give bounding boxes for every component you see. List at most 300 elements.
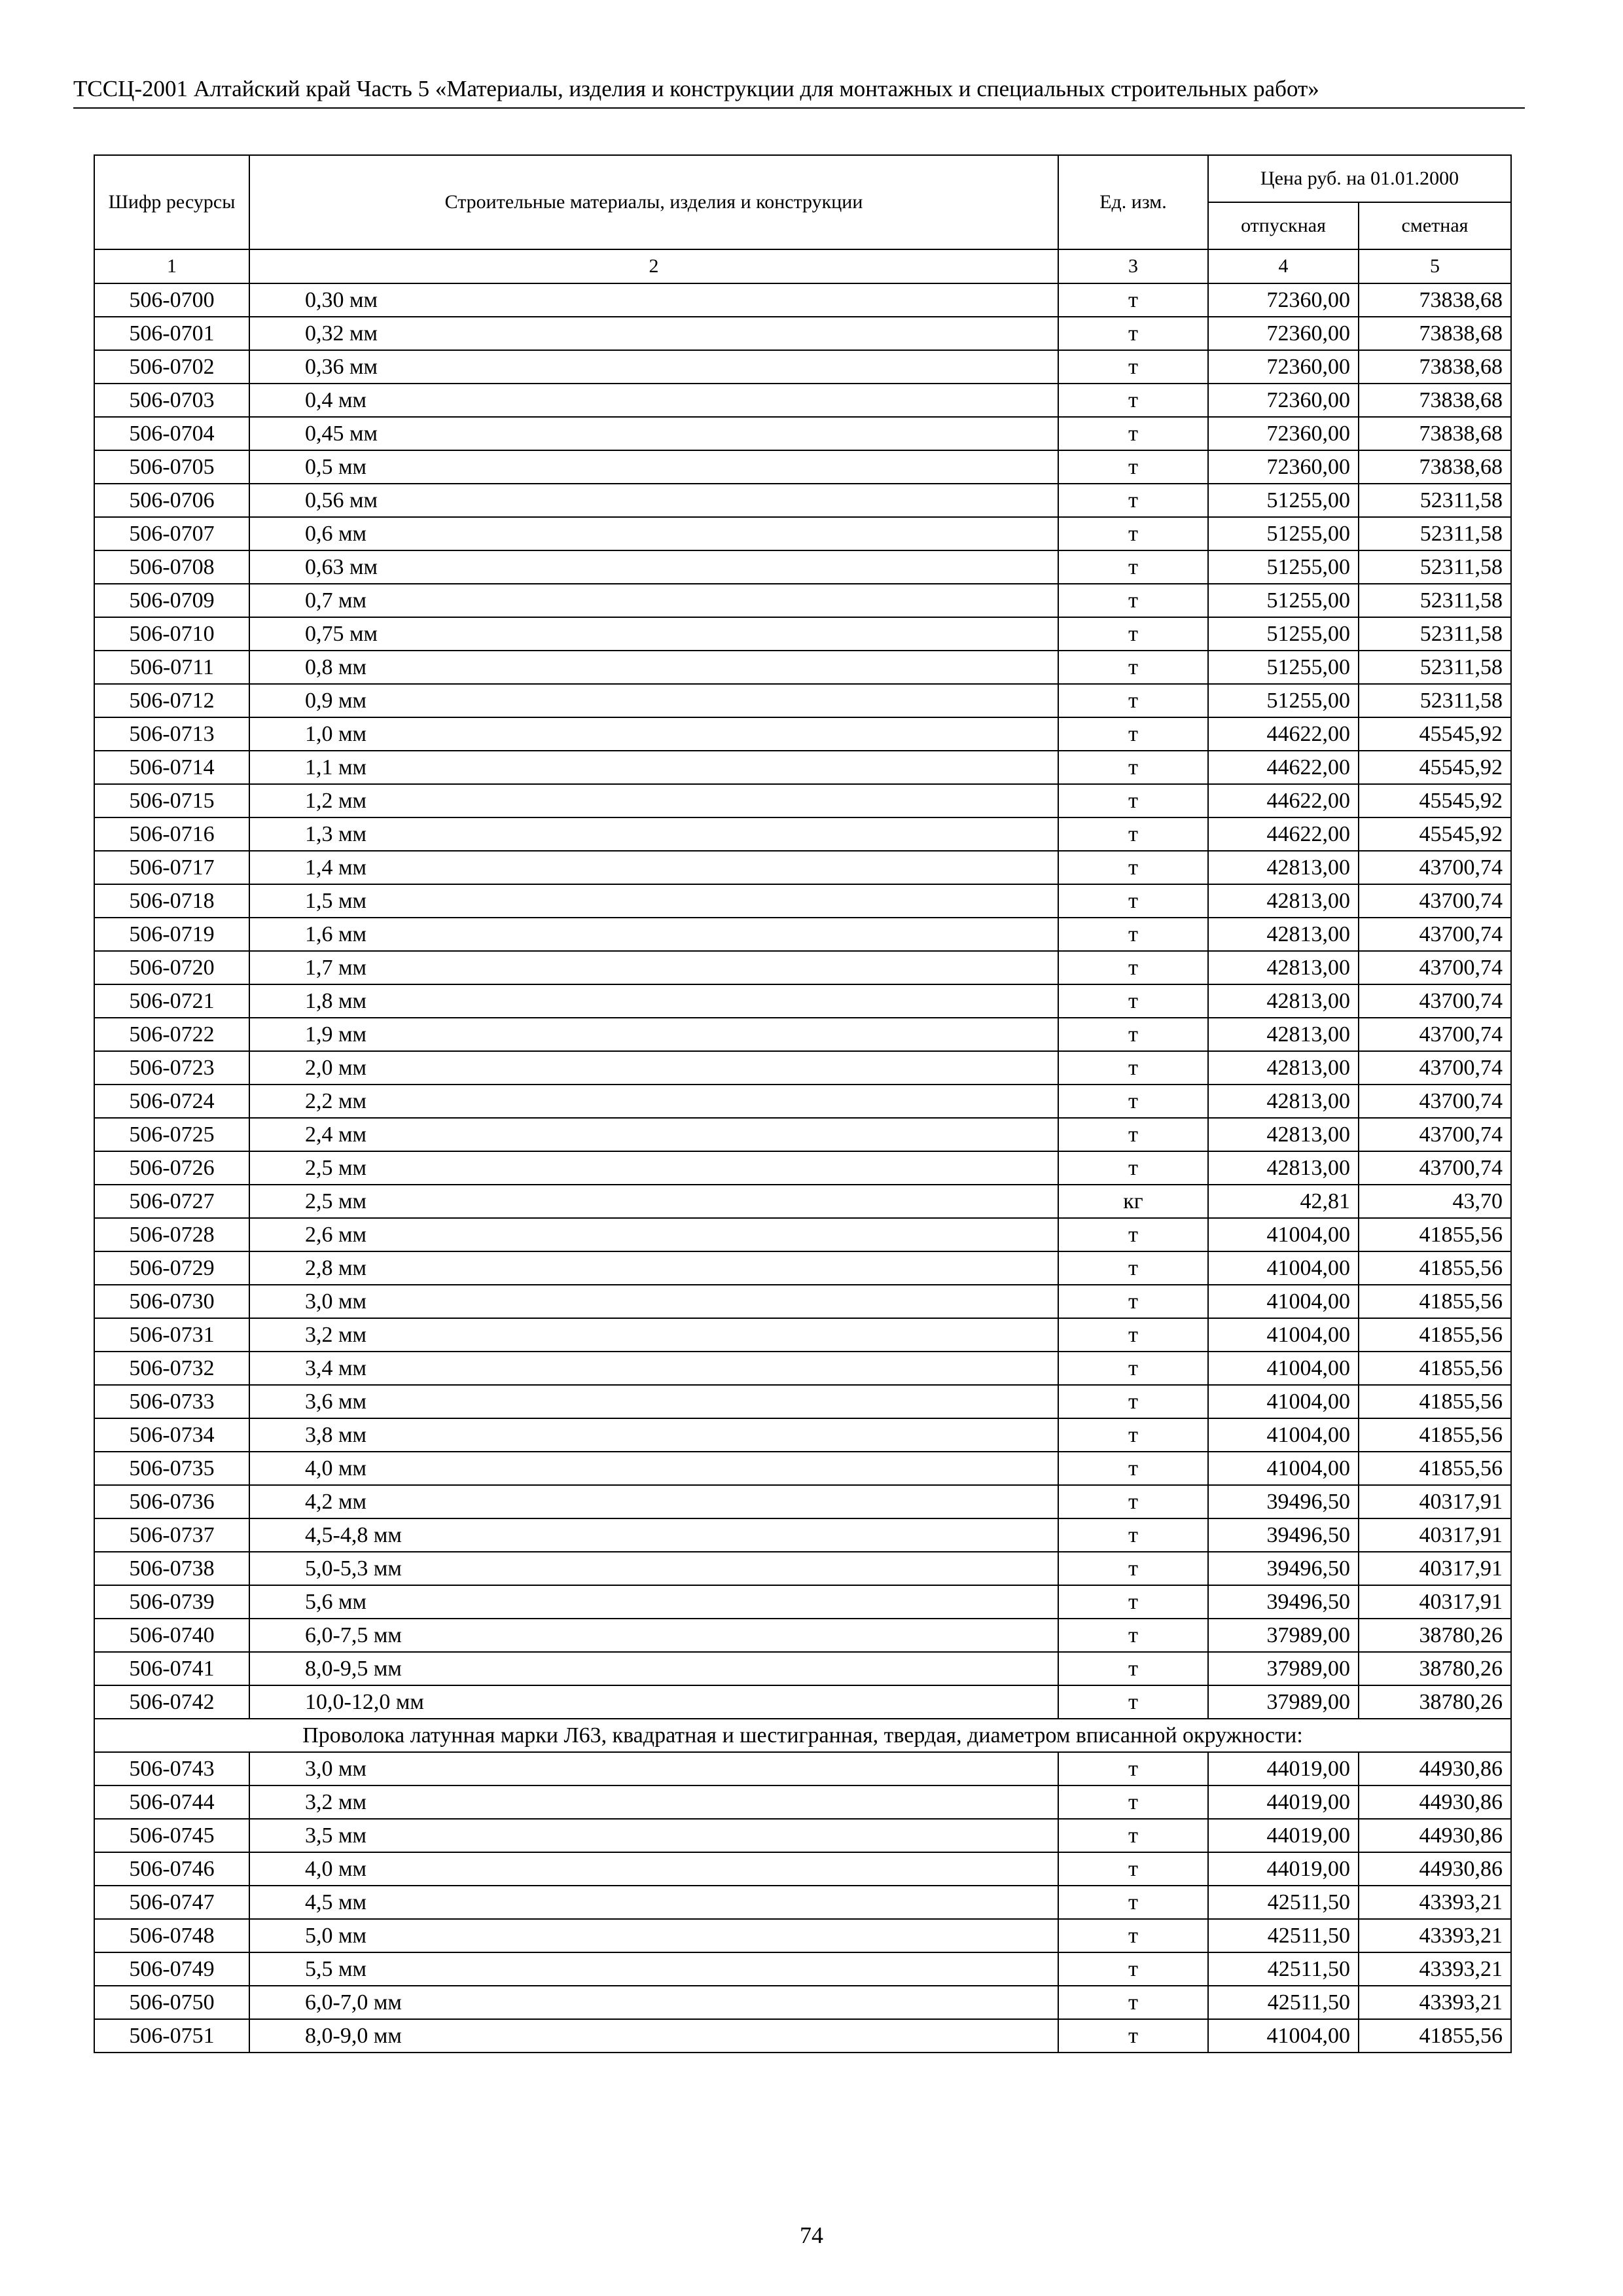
- cell-name: 0,5 мм: [249, 450, 1058, 484]
- table-row: [94, 484, 1511, 517]
- cell-name: 3,4 мм: [249, 1352, 1058, 1385]
- cell-estimate-price: 38780,26: [1359, 1652, 1511, 1685]
- cell-code: 506-0734: [94, 1418, 249, 1452]
- cell-unit: т: [1058, 2019, 1208, 2053]
- cell-code: 506-0751: [94, 2019, 249, 2053]
- cell-code: 506-0737: [94, 1518, 249, 1552]
- cell-code: 506-0707: [94, 517, 249, 550]
- cell-estimate-price: 52311,58: [1359, 617, 1511, 651]
- cell-code: 506-0709: [94, 584, 249, 617]
- cell-code: 506-0733: [94, 1385, 249, 1418]
- table-row: [94, 584, 1511, 617]
- cell-estimate-price: 45545,92: [1359, 784, 1511, 817]
- table-row: [94, 1085, 1511, 1118]
- cell-code: 506-0700: [94, 283, 249, 317]
- cell-code: 506-0706: [94, 484, 249, 517]
- cell-code: 506-0703: [94, 384, 249, 417]
- cell-name: 1,3 мм: [249, 817, 1058, 851]
- cell-estimate-price: 43700,74: [1359, 884, 1511, 918]
- cell-unit: т: [1058, 1085, 1208, 1118]
- cell-release-price: 44622,00: [1208, 784, 1359, 817]
- cell-name: 3,2 мм: [249, 1318, 1058, 1352]
- header-estimate-price: сметная: [1359, 202, 1511, 249]
- header-unit: Ед. изм.: [1058, 155, 1208, 249]
- cell-unit: т: [1058, 1819, 1208, 1852]
- cell-name: 3,8 мм: [249, 1418, 1058, 1452]
- cell-code: 506-0715: [94, 784, 249, 817]
- cell-estimate-price: 73838,68: [1359, 417, 1511, 450]
- cell-release-price: 42813,00: [1208, 1018, 1359, 1051]
- cell-name: 1,0 мм: [249, 717, 1058, 751]
- table-row: [94, 918, 1511, 951]
- cell-name: 5,0-5,3 мм: [249, 1552, 1058, 1585]
- cell-name: 3,6 мм: [249, 1385, 1058, 1418]
- table-row: [94, 1819, 1511, 1852]
- cell-release-price: 44019,00: [1208, 1752, 1359, 1785]
- cell-code: 506-0714: [94, 751, 249, 784]
- table-row: [94, 1118, 1511, 1151]
- cell-estimate-price: 40317,91: [1359, 1485, 1511, 1518]
- column-number-row: [94, 249, 1511, 283]
- cell-estimate-price: 40317,91: [1359, 1518, 1511, 1552]
- cell-name: 0,45 мм: [249, 417, 1058, 450]
- cell-release-price: 42511,50: [1208, 1886, 1359, 1919]
- cell-estimate-price: 73838,68: [1359, 384, 1511, 417]
- cell-estimate-price: 41855,56: [1359, 1452, 1511, 1485]
- table-row: [94, 1652, 1511, 1685]
- cell-code: 506-0716: [94, 817, 249, 851]
- table-row: [94, 1051, 1511, 1085]
- cell-code: 506-0722: [94, 1018, 249, 1051]
- cell-estimate-price: 41855,56: [1359, 1352, 1511, 1385]
- cell-unit: т: [1058, 1418, 1208, 1452]
- cell-name: 0,30 мм: [249, 283, 1058, 317]
- cell-name: 6,0-7,5 мм: [249, 1619, 1058, 1652]
- cell-release-price: 42,81: [1208, 1185, 1359, 1218]
- cell-estimate-price: 41855,56: [1359, 1385, 1511, 1418]
- table-row: [94, 884, 1511, 918]
- cell-name: 4,5 мм: [249, 1886, 1058, 1919]
- table-row: [94, 1018, 1511, 1051]
- cell-unit: т: [1058, 384, 1208, 417]
- column-number: 1: [94, 249, 249, 283]
- table-row: [94, 617, 1511, 651]
- table-row: [94, 1385, 1511, 1418]
- cell-estimate-price: 43700,74: [1359, 1085, 1511, 1118]
- cell-estimate-price: 43393,21: [1359, 1952, 1511, 1986]
- cell-release-price: 51255,00: [1208, 584, 1359, 617]
- cell-release-price: 72360,00: [1208, 350, 1359, 384]
- header-price-group: Цена руб. на 01.01.2000: [1208, 155, 1511, 202]
- cell-release-price: 42813,00: [1208, 951, 1359, 984]
- cell-unit: т: [1058, 550, 1208, 584]
- cell-unit: т: [1058, 1919, 1208, 1952]
- column-number: 4: [1208, 249, 1359, 283]
- cell-name: 5,5 мм: [249, 1952, 1058, 1986]
- cell-name: 4,0 мм: [249, 1452, 1058, 1485]
- cell-release-price: 42813,00: [1208, 884, 1359, 918]
- cell-unit: т: [1058, 1652, 1208, 1685]
- cell-code: 506-0738: [94, 1552, 249, 1585]
- cell-unit: т: [1058, 1118, 1208, 1151]
- cell-release-price: 44622,00: [1208, 751, 1359, 784]
- table-row: [94, 1685, 1511, 1719]
- cell-estimate-price: 41855,56: [1359, 1218, 1511, 1251]
- cell-name: 6,0-7,0 мм: [249, 1986, 1058, 2019]
- table-row: [94, 651, 1511, 684]
- cell-estimate-price: 45545,92: [1359, 717, 1511, 751]
- cell-name: 0,7 мм: [249, 584, 1058, 617]
- table-row: [94, 1285, 1511, 1318]
- cell-code: 506-0743: [94, 1752, 249, 1785]
- cell-name: 1,1 мм: [249, 751, 1058, 784]
- cell-unit: т: [1058, 517, 1208, 550]
- cell-name: 3,5 мм: [249, 1819, 1058, 1852]
- cell-release-price: 42511,50: [1208, 1919, 1359, 1952]
- cell-code: 506-0712: [94, 684, 249, 717]
- table-row: [94, 1452, 1511, 1485]
- cell-code: 506-0740: [94, 1619, 249, 1652]
- table-row: [94, 283, 1511, 317]
- cell-name: 1,8 мм: [249, 984, 1058, 1018]
- cell-name: 2,8 мм: [249, 1251, 1058, 1285]
- table-row: [94, 1518, 1511, 1552]
- cell-release-price: 42511,50: [1208, 1986, 1359, 2019]
- cell-release-price: 39496,50: [1208, 1518, 1359, 1552]
- cell-release-price: 41004,00: [1208, 1285, 1359, 1318]
- cell-name: 1,7 мм: [249, 951, 1058, 984]
- cell-unit: т: [1058, 918, 1208, 951]
- cell-name: 1,5 мм: [249, 884, 1058, 918]
- table-row: [94, 1552, 1511, 1585]
- cell-estimate-price: 43,70: [1359, 1185, 1511, 1218]
- cell-release-price: 37989,00: [1208, 1619, 1359, 1652]
- cell-code: 506-0710: [94, 617, 249, 651]
- table-row: [94, 1952, 1511, 1986]
- cell-code: 506-0728: [94, 1218, 249, 1251]
- cell-unit: т: [1058, 1485, 1208, 1518]
- cell-name: 2,2 мм: [249, 1085, 1058, 1118]
- cell-estimate-price: 52311,58: [1359, 584, 1511, 617]
- cell-release-price: 44622,00: [1208, 717, 1359, 751]
- cell-code: 506-0741: [94, 1652, 249, 1685]
- column-number: 3: [1058, 249, 1208, 283]
- cell-release-price: 42813,00: [1208, 984, 1359, 1018]
- cell-name: 0,63 мм: [249, 550, 1058, 584]
- table-row: [94, 1585, 1511, 1619]
- cell-estimate-price: 41855,56: [1359, 1318, 1511, 1352]
- table-row: [94, 1218, 1511, 1251]
- cell-release-price: 72360,00: [1208, 450, 1359, 484]
- cell-release-price: 51255,00: [1208, 484, 1359, 517]
- cell-name: 0,4 мм: [249, 384, 1058, 417]
- cell-release-price: 51255,00: [1208, 617, 1359, 651]
- cell-code: 506-0746: [94, 1852, 249, 1886]
- cell-code: 506-0723: [94, 1051, 249, 1085]
- cell-code: 506-0719: [94, 918, 249, 951]
- cell-code: 506-0735: [94, 1452, 249, 1485]
- cell-unit: т: [1058, 884, 1208, 918]
- cell-estimate-price: 43700,74: [1359, 1051, 1511, 1085]
- cell-name: 4,5-4,8 мм: [249, 1518, 1058, 1552]
- table-row: [94, 1752, 1511, 1785]
- cell-unit: т: [1058, 1619, 1208, 1652]
- cell-estimate-price: 38780,26: [1359, 1685, 1511, 1719]
- cell-estimate-price: 52311,58: [1359, 484, 1511, 517]
- table-row: [94, 1852, 1511, 1886]
- header-code: Шифр ресурсы: [94, 155, 249, 249]
- page-number: 74: [800, 2222, 823, 2248]
- cell-release-price: 41004,00: [1208, 1218, 1359, 1251]
- cell-code: 506-0731: [94, 1318, 249, 1352]
- cell-estimate-price: 41855,56: [1359, 1251, 1511, 1285]
- cell-code: 506-0748: [94, 1919, 249, 1952]
- cell-code: 506-0750: [94, 1986, 249, 2019]
- cell-release-price: 41004,00: [1208, 2019, 1359, 2053]
- cell-estimate-price: 44930,86: [1359, 1819, 1511, 1852]
- cell-unit: т: [1058, 1785, 1208, 1819]
- cell-release-price: 39496,50: [1208, 1485, 1359, 1518]
- cell-unit: т: [1058, 1218, 1208, 1251]
- cell-unit: т: [1058, 1852, 1208, 1886]
- table-row: [94, 1151, 1511, 1185]
- cell-estimate-price: 41855,56: [1359, 1285, 1511, 1318]
- cell-estimate-price: 45545,92: [1359, 751, 1511, 784]
- cell-name: 1,2 мм: [249, 784, 1058, 817]
- cell-release-price: 51255,00: [1208, 651, 1359, 684]
- cell-estimate-price: 43700,74: [1359, 984, 1511, 1018]
- table-row: [94, 751, 1511, 784]
- cell-unit: т: [1058, 1886, 1208, 1919]
- cell-estimate-price: 41855,56: [1359, 1418, 1511, 1452]
- table-row: [94, 1318, 1511, 1352]
- cell-estimate-price: 43700,74: [1359, 851, 1511, 884]
- cell-name: 0,32 мм: [249, 317, 1058, 350]
- cell-code: 506-0739: [94, 1585, 249, 1619]
- cell-estimate-price: 43393,21: [1359, 1919, 1511, 1952]
- cell-release-price: 41004,00: [1208, 1251, 1359, 1285]
- cell-name: 2,5 мм: [249, 1185, 1058, 1218]
- cell-estimate-price: 73838,68: [1359, 283, 1511, 317]
- cell-code: 506-0732: [94, 1352, 249, 1385]
- cell-unit: т: [1058, 1318, 1208, 1352]
- cell-code: 506-0724: [94, 1085, 249, 1118]
- cell-code: 506-0745: [94, 1819, 249, 1852]
- cell-name: 8,0-9,5 мм: [249, 1652, 1058, 1685]
- table-row: [94, 1251, 1511, 1285]
- cell-unit: т: [1058, 484, 1208, 517]
- cell-unit: т: [1058, 1151, 1208, 1185]
- cell-release-price: 72360,00: [1208, 283, 1359, 317]
- cell-estimate-price: 43393,21: [1359, 1986, 1511, 2019]
- cell-unit: т: [1058, 817, 1208, 851]
- cell-code: 506-0736: [94, 1485, 249, 1518]
- cell-unit: т: [1058, 651, 1208, 684]
- table-row: [94, 851, 1511, 884]
- cell-estimate-price: 44930,86: [1359, 1785, 1511, 1819]
- cell-release-price: 42813,00: [1208, 851, 1359, 884]
- cell-release-price: 44622,00: [1208, 817, 1359, 851]
- cell-code: 506-0729: [94, 1251, 249, 1285]
- cell-code: 506-0704: [94, 417, 249, 450]
- cell-name: 2,5 мм: [249, 1151, 1058, 1185]
- cell-unit: т: [1058, 684, 1208, 717]
- cell-unit: т: [1058, 1552, 1208, 1585]
- cell-unit: т: [1058, 1385, 1208, 1418]
- cell-unit: т: [1058, 350, 1208, 384]
- cell-release-price: 41004,00: [1208, 1452, 1359, 1485]
- cell-release-price: 72360,00: [1208, 417, 1359, 450]
- cell-name: 3,0 мм: [249, 1285, 1058, 1318]
- table-row: [94, 951, 1511, 984]
- cell-name: 8,0-9,0 мм: [249, 2019, 1058, 2053]
- cell-code: 506-0702: [94, 350, 249, 384]
- table-row: [94, 684, 1511, 717]
- cell-name: 3,2 мм: [249, 1785, 1058, 1819]
- header-name: Строительные материалы, изделия и конструкции: [249, 155, 1058, 249]
- table-row: [94, 550, 1511, 584]
- cell-release-price: 42813,00: [1208, 1085, 1359, 1118]
- table-row: [94, 517, 1511, 550]
- cell-unit: т: [1058, 1251, 1208, 1285]
- cell-estimate-price: 43700,74: [1359, 951, 1511, 984]
- cell-code: 506-0726: [94, 1151, 249, 1185]
- cell-unit: т: [1058, 1986, 1208, 2019]
- cell-release-price: 39496,50: [1208, 1552, 1359, 1585]
- cell-unit: т: [1058, 1585, 1208, 1619]
- cell-name: 1,4 мм: [249, 851, 1058, 884]
- section-title: Проволока латунная марки Л63, квадратная и шестигранная, твердая, диаметром вписанной окружности:: [94, 1719, 1511, 1752]
- table-row: [94, 1418, 1511, 1452]
- cell-unit: т: [1058, 1752, 1208, 1785]
- cell-code: 506-0730: [94, 1285, 249, 1318]
- cell-release-price: 42813,00: [1208, 1118, 1359, 1151]
- cell-estimate-price: 44930,86: [1359, 1752, 1511, 1785]
- table-row: [94, 384, 1511, 417]
- cell-release-price: 44019,00: [1208, 1852, 1359, 1886]
- cell-unit: т: [1058, 1352, 1208, 1385]
- cell-name: 0,75 мм: [249, 617, 1058, 651]
- cell-name: 0,8 мм: [249, 651, 1058, 684]
- cell-name: 2,0 мм: [249, 1051, 1058, 1085]
- cell-code: 506-0717: [94, 851, 249, 884]
- cell-release-price: 41004,00: [1208, 1352, 1359, 1385]
- table-row: [94, 1185, 1511, 1218]
- table-row: [94, 350, 1511, 384]
- cell-name: 0,36 мм: [249, 350, 1058, 384]
- cell-unit: т: [1058, 283, 1208, 317]
- column-number: 2: [249, 249, 1058, 283]
- cell-estimate-price: 52311,58: [1359, 684, 1511, 717]
- cell-name: 10,0-12,0 мм: [249, 1685, 1058, 1719]
- cell-release-price: 41004,00: [1208, 1418, 1359, 1452]
- cell-estimate-price: 73838,68: [1359, 317, 1511, 350]
- cell-release-price: 72360,00: [1208, 317, 1359, 350]
- cell-name: 5,6 мм: [249, 1585, 1058, 1619]
- cell-name: 3,0 мм: [249, 1752, 1058, 1785]
- cell-code: 506-0749: [94, 1952, 249, 1986]
- cell-unit: т: [1058, 417, 1208, 450]
- cell-release-price: 42813,00: [1208, 918, 1359, 951]
- cell-estimate-price: 52311,58: [1359, 550, 1511, 584]
- cell-release-price: 51255,00: [1208, 550, 1359, 584]
- price-table: [94, 154, 1512, 2053]
- table-row: [94, 1485, 1511, 1518]
- cell-unit: т: [1058, 1685, 1208, 1719]
- table-row: [94, 317, 1511, 350]
- cell-estimate-price: 43393,21: [1359, 1886, 1511, 1919]
- cell-code: 506-0708: [94, 550, 249, 584]
- section-row: [94, 1719, 1511, 1752]
- cell-code: 506-0713: [94, 717, 249, 751]
- cell-unit: т: [1058, 317, 1208, 350]
- cell-code: 506-0711: [94, 651, 249, 684]
- cell-estimate-price: 43700,74: [1359, 918, 1511, 951]
- cell-estimate-price: 52311,58: [1359, 517, 1511, 550]
- cell-code: 506-0742: [94, 1685, 249, 1719]
- column-number: 5: [1359, 249, 1511, 283]
- table-row: [94, 817, 1511, 851]
- header-release-price: отпускная: [1208, 202, 1359, 249]
- table-row: [94, 1785, 1511, 1819]
- cell-unit: т: [1058, 784, 1208, 817]
- cell-release-price: 41004,00: [1208, 1318, 1359, 1352]
- cell-unit: т: [1058, 1452, 1208, 1485]
- cell-estimate-price: 43700,74: [1359, 1118, 1511, 1151]
- cell-name: 0,56 мм: [249, 484, 1058, 517]
- cell-unit: т: [1058, 951, 1208, 984]
- cell-code: 506-0744: [94, 1785, 249, 1819]
- cell-name: 4,0 мм: [249, 1852, 1058, 1886]
- cell-code: 506-0747: [94, 1886, 249, 1919]
- cell-name: 4,2 мм: [249, 1485, 1058, 1518]
- page-header: ТССЦ-2001 Алтайский край Часть 5 «Материалы, изделия и конструкции для монтажных и специальных строительных работ»: [73, 73, 1525, 109]
- cell-unit: кг: [1058, 1185, 1208, 1218]
- cell-unit: т: [1058, 1051, 1208, 1085]
- cell-release-price: 44019,00: [1208, 1785, 1359, 1819]
- cell-release-price: 44019,00: [1208, 1819, 1359, 1852]
- cell-code: 506-0705: [94, 450, 249, 484]
- cell-estimate-price: 45545,92: [1359, 817, 1511, 851]
- cell-estimate-price: 40317,91: [1359, 1585, 1511, 1619]
- cell-estimate-price: 73838,68: [1359, 450, 1511, 484]
- cell-release-price: 51255,00: [1208, 684, 1359, 717]
- cell-name: 2,6 мм: [249, 1218, 1058, 1251]
- cell-estimate-price: 40317,91: [1359, 1552, 1511, 1585]
- cell-unit: т: [1058, 1518, 1208, 1552]
- cell-estimate-price: 43700,74: [1359, 1151, 1511, 1185]
- cell-unit: т: [1058, 1285, 1208, 1318]
- cell-name: 1,6 мм: [249, 918, 1058, 951]
- cell-estimate-price: 52311,58: [1359, 651, 1511, 684]
- table-body: [94, 283, 1511, 2053]
- table-row: [94, 2019, 1511, 2053]
- cell-unit: т: [1058, 984, 1208, 1018]
- cell-name: 5,0 мм: [249, 1919, 1058, 1952]
- cell-release-price: 42813,00: [1208, 1151, 1359, 1185]
- cell-release-price: 41004,00: [1208, 1385, 1359, 1418]
- cell-unit: т: [1058, 717, 1208, 751]
- cell-unit: т: [1058, 851, 1208, 884]
- cell-name: 0,6 мм: [249, 517, 1058, 550]
- table-row: [94, 984, 1511, 1018]
- cell-unit: т: [1058, 450, 1208, 484]
- cell-unit: т: [1058, 1018, 1208, 1051]
- cell-code: 506-0718: [94, 884, 249, 918]
- table-row: [94, 417, 1511, 450]
- cell-release-price: 42813,00: [1208, 1051, 1359, 1085]
- cell-estimate-price: 44930,86: [1359, 1852, 1511, 1886]
